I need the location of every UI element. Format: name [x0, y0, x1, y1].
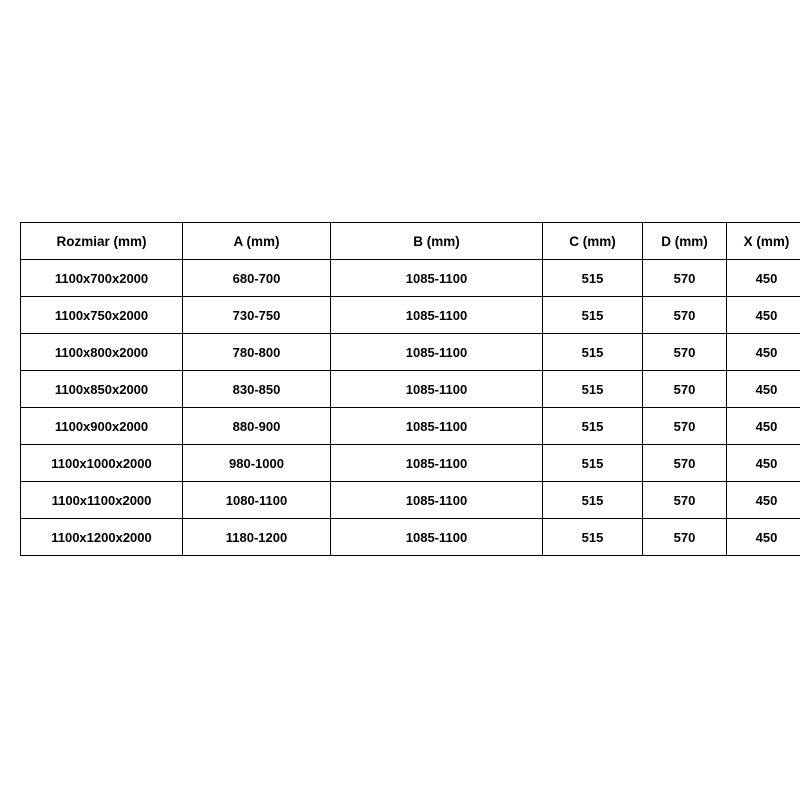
cell-rozmiar: 1100x1200x2000: [21, 519, 183, 556]
cell-d: 570: [643, 445, 727, 482]
table-row: [21, 408, 800, 445]
column-header-b: B (mm): [331, 223, 543, 260]
cell-a: 880-900: [183, 408, 331, 445]
table-row: [21, 482, 800, 519]
cell-c: 515: [543, 297, 643, 334]
column-header-a: A (mm): [183, 223, 331, 260]
cell-rozmiar: 1100x1100x2000: [21, 482, 183, 519]
cell-a: 730-750: [183, 297, 331, 334]
cell-b: 1085-1100: [331, 371, 543, 408]
cell-d: 570: [643, 408, 727, 445]
table-header-row: [21, 223, 800, 260]
cell-x: 450: [727, 482, 800, 519]
cell-b: 1085-1100: [331, 519, 543, 556]
cell-x: 450: [727, 445, 800, 482]
table-row: [21, 334, 800, 371]
cell-x: 450: [727, 334, 800, 371]
table-header: [21, 223, 800, 260]
cell-x: 450: [727, 260, 800, 297]
cell-b: 1085-1100: [331, 408, 543, 445]
table-row: [21, 371, 800, 408]
table-row: [21, 297, 800, 334]
cell-a: 780-800: [183, 334, 331, 371]
cell-x: 450: [727, 297, 800, 334]
cell-d: 570: [643, 260, 727, 297]
cell-rozmiar: 1100x750x2000: [21, 297, 183, 334]
cell-a: 680-700: [183, 260, 331, 297]
cell-c: 515: [543, 408, 643, 445]
column-header-x: X (mm): [727, 223, 800, 260]
cell-c: 515: [543, 260, 643, 297]
cell-rozmiar: 1100x1000x2000: [21, 445, 183, 482]
cell-a: 1080-1100: [183, 482, 331, 519]
cell-a: 1180-1200: [183, 519, 331, 556]
cell-c: 515: [543, 445, 643, 482]
cell-rozmiar: 1100x800x2000: [21, 334, 183, 371]
cell-d: 570: [643, 482, 727, 519]
cell-d: 570: [643, 519, 727, 556]
table-row: [21, 445, 800, 482]
cell-c: 515: [543, 334, 643, 371]
cell-d: 570: [643, 297, 727, 334]
cell-x: 450: [727, 519, 800, 556]
cell-x: 450: [727, 371, 800, 408]
cell-b: 1085-1100: [331, 445, 543, 482]
cell-a: 830-850: [183, 371, 331, 408]
size-table-container: [20, 222, 790, 556]
cell-b: 1085-1100: [331, 482, 543, 519]
cell-d: 570: [643, 371, 727, 408]
table-row: [21, 260, 800, 297]
cell-c: 515: [543, 519, 643, 556]
cell-c: 515: [543, 482, 643, 519]
cell-c: 515: [543, 371, 643, 408]
column-header-rozmiar: Rozmiar (mm): [21, 223, 183, 260]
cell-rozmiar: 1100x700x2000: [21, 260, 183, 297]
column-header-c: C (mm): [543, 223, 643, 260]
size-table: [20, 222, 800, 556]
cell-rozmiar: 1100x900x2000: [21, 408, 183, 445]
cell-b: 1085-1100: [331, 334, 543, 371]
table-body: [21, 260, 800, 556]
cell-x: 450: [727, 408, 800, 445]
table-row: [21, 519, 800, 556]
column-header-d: D (mm): [643, 223, 727, 260]
cell-rozmiar: 1100x850x2000: [21, 371, 183, 408]
cell-a: 980-1000: [183, 445, 331, 482]
cell-b: 1085-1100: [331, 297, 543, 334]
cell-d: 570: [643, 334, 727, 371]
cell-b: 1085-1100: [331, 260, 543, 297]
